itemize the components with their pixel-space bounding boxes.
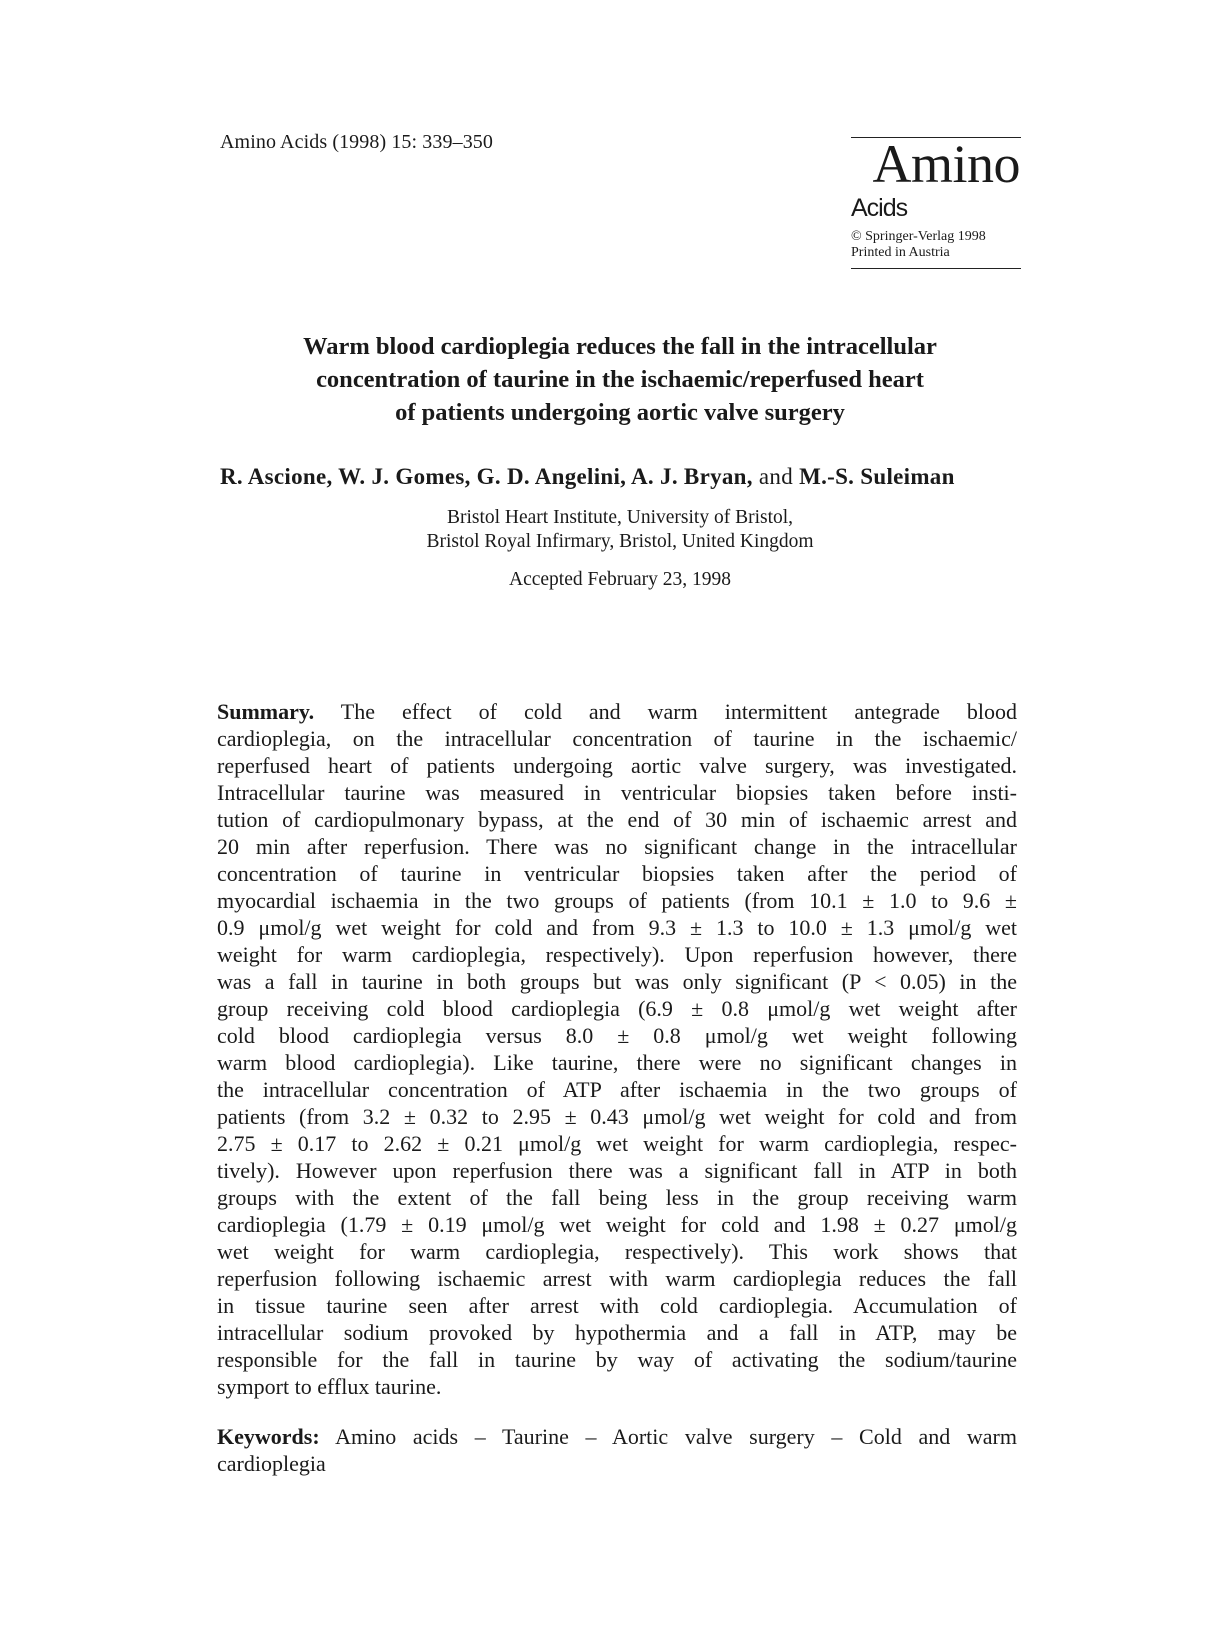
summary-line: cardioplegia, on the intracellular concentration of taurine in the ischaemic/ [217,726,1017,751]
summary-line: patients (from 3.2 ± 0.32 to 2.95 ± 0.43 μmol/g wet weight for cold and from [217,1104,1017,1129]
summary-line: myocardial ischaemia in the two groups of patients (from 10.1 ± 1.0 to 9.6 ± [217,888,1017,913]
keywords-text: Amino acids – Taurine – Aortic valve surgery – Cold and warm [335,1424,1017,1449]
author-list [220,464,1020,490]
affiliation-line: Bristol Royal Infirmary, Bristol, United Kingdom [426,531,814,552]
summary-line: 20 min after reperfusion. There was no significant change in the intracellular [217,834,1017,859]
summary-line: reperfusion following ischaemic arrest with warm cardioplegia reduces the fall [217,1266,1017,1291]
summary-line: tively). However upon reperfusion there was a significant fall in ATP in both [217,1158,1017,1183]
abstract-summary [217,698,1017,1400]
title-line: of patients undergoing aortic valve surgery [395,399,845,426]
summary-line: intracellular sodium provoked by hypothermia and a fall in ATP, may be [217,1320,1017,1345]
summary-first-text: The effect of cold and warm intermittent antegrade blood [340,699,1017,724]
summary-line: Intracellular taurine was measured in ventricular biopsies taken before insti- [217,780,1017,805]
summary-line: was a fall in taurine in both groups but was only significant (P < 0.05) in the [217,969,1017,994]
printed-line: Printed in Austria [851,245,950,260]
keywords [217,1423,1017,1477]
affiliation-line: Bristol Heart Institute, University of Bristol, [446,507,794,528]
summary-line: symport to efflux taurine. [217,1374,442,1399]
summary-line: group receiving cold blood cardioplegia (6.9 ± 0.8 μmol/g wet weight after [217,996,1017,1021]
title-line: Warm blood cardioplegia reduces the fall in the intracellular [303,333,937,360]
journal-logo-box [851,134,1021,269]
summary-line: 0.9 μmol/g wet weight for cold and from 9.3 ± 1.3 to 10.0 ± 1.3 μmol/g wet [217,915,1017,940]
summary-line: the intracellular concentration of ATP after ischaemia in the two groups of [217,1077,1017,1102]
author-conjunction: and [758,464,793,489]
keywords-line [217,1423,1017,1450]
summary-line: responsible for the fall in taurine by way of activating the sodium/taurine [217,1347,1017,1372]
journal-name: Amino [872,134,1020,194]
summary-line: groups with the extent of the fall being less in the group receiving warm [217,1185,1017,1210]
author-last: M.-S. Suleiman [799,464,955,489]
journal-subname: Acids [851,194,908,222]
keywords-line: cardioplegia [217,1451,326,1476]
summary-label: Summary. [217,699,315,724]
accepted-date: Accepted February 23, 1998 [508,569,731,590]
summary-line: tution of cardiopulmonary bypass, at the end of 30 min of ischaemic arrest and [217,807,1017,832]
title-line: concentration of taurine in the ischaemic/reperfused heart [316,366,924,393]
summary-line: warm blood cardioplegia). Like taurine, there were no significant changes in [217,1050,1017,1075]
copyright-line: © Springer-Verlag 1998 [851,229,986,244]
summary-line: in tissue taurine seen after arrest with cold cardioplegia. Accumulation of [217,1293,1017,1318]
summary-line: wet weight for warm cardioplegia, respectively). This work shows that [217,1239,1017,1264]
keywords-label: Keywords: [217,1424,320,1449]
summary-line: cold blood cardioplegia versus 8.0 ± 0.8 μmol/g wet weight following [217,1023,1017,1048]
summary-line: concentration of taurine in ventricular biopsies taken after the period of [217,861,1017,886]
summary-line: 2.75 ± 0.17 to 2.62 ± 0.21 μmol/g wet weight for warm cardioplegia, respec- [217,1131,1017,1156]
author-names: R. Ascione, W. J. Gomes, G. D. Angelini, A. J. Bryan, [220,464,753,489]
paper-title [200,330,1040,429]
affiliation [300,506,940,554]
summary-line: cardioplegia (1.79 ± 0.19 μmol/g wet weight for cold and 1.98 ± 0.27 μmol/g [217,1212,1017,1237]
summary-line: reperfused heart of patients undergoing aortic valve surgery, was investigated. [217,753,1017,778]
summary-line: weight for warm cardioplegia, respectively). Upon reperfusion however, there [217,942,1017,967]
journal-citation: Amino Acids (1998) 15: 339–350 [220,131,493,153]
summary-line [217,698,1017,725]
